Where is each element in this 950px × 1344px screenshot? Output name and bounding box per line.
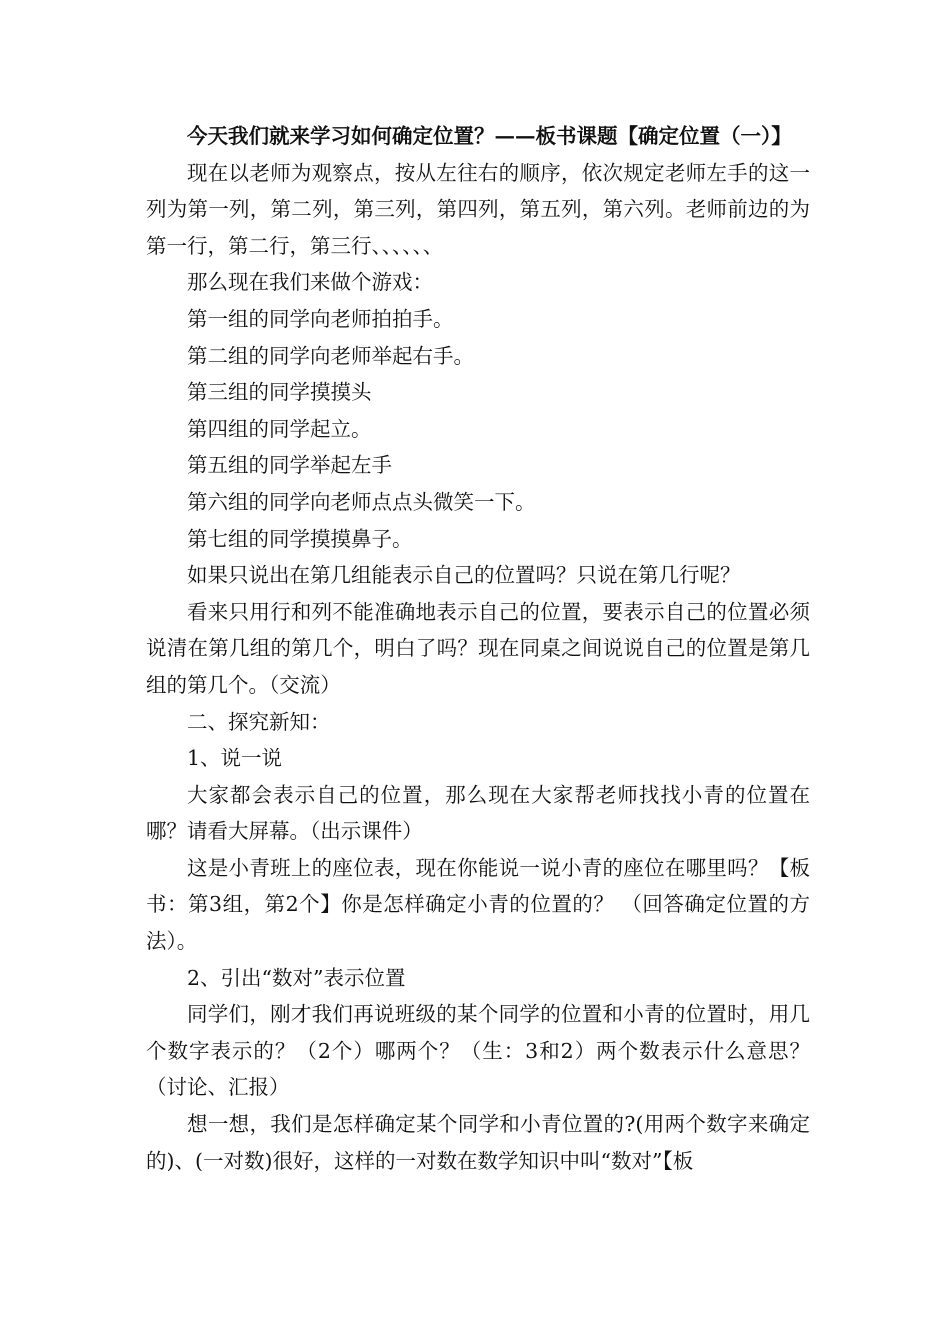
document-body [146, 118, 810, 1179]
paragraph-group-7: 第七组的同学摸摸鼻子。 [187, 526, 413, 551]
paragraph-group-3: 第三组的同学摸摸头 [187, 380, 372, 405]
paragraph-two-numbers: 同学们，刚才我们再说班级的某个同学的位置和小青的位置时，用几个数字表示的？（2个）哪两个？（生：3和2）两个数表示什么意思？（讨论、汇报） [146, 1002, 810, 1100]
paragraph-question: 如果只说出在第几组能表示自己的位置吗？只说在第几行呢？ [187, 563, 741, 588]
lesson-title-paragraph: 今天我们就来学习如何确定位置？——板书课题【确定位置（一）】 [187, 124, 792, 148]
section-heading-explore: 二、探究新知： [187, 709, 331, 734]
paragraph-row-column-rules: 现在以老师为观察点，按从左往右的顺序，依次规定老师左手的这一列为第一列，第二列，第三列，第四列，第五列，第六列。老师前边的为第一行，第二行，第三行、、、、、、 [146, 160, 810, 258]
paragraph-group-1: 第一组的同学向老师拍拍手。 [187, 306, 454, 331]
paragraph-think: 想一想，我们是怎样确定某个同学和小青位置的?(用两个数字来确定的)、(一对数)很好，这样的一对数在数学知识中叫“数对”【板 [146, 1112, 810, 1173]
paragraph-explanation: 看来只用行和列不能准确地表示自己的位置，要表示自己的位置必须说清在第几组的第几个，明白了吗？现在同桌之间说说自己的位置是第几组的第几个。（交流） [146, 599, 810, 697]
paragraph-game-intro: 那么现在我们来做个游戏： [187, 270, 433, 295]
paragraph-group-4: 第四组的同学起立。 [187, 416, 372, 441]
paragraph-group-6: 第六组的同学向老师点点头微笑一下。 [187, 489, 536, 514]
subsection-heading-number-pair: 2、引出“数对”表示位置 [187, 965, 406, 990]
paragraph-group-2: 第二组的同学向老师举起右手。 [187, 343, 474, 368]
subsection-heading-say: 1、说一说 [187, 746, 283, 771]
paragraph-find-xiaoqing: 大家都会表示自己的位置，那么现在大家帮老师找找小青的位置在哪？请看大屏幕。（出示课件） [146, 782, 810, 844]
paragraph-group-5: 第五组的同学举起左手 [187, 453, 392, 478]
paragraph-seating-chart: 这是小青班上的座位表，现在你能说一说小青的座位在哪里吗？【板书：第3组，第2个】你是怎样确定小青的位置的？ （回答确定位置的方法）。 [146, 855, 810, 954]
